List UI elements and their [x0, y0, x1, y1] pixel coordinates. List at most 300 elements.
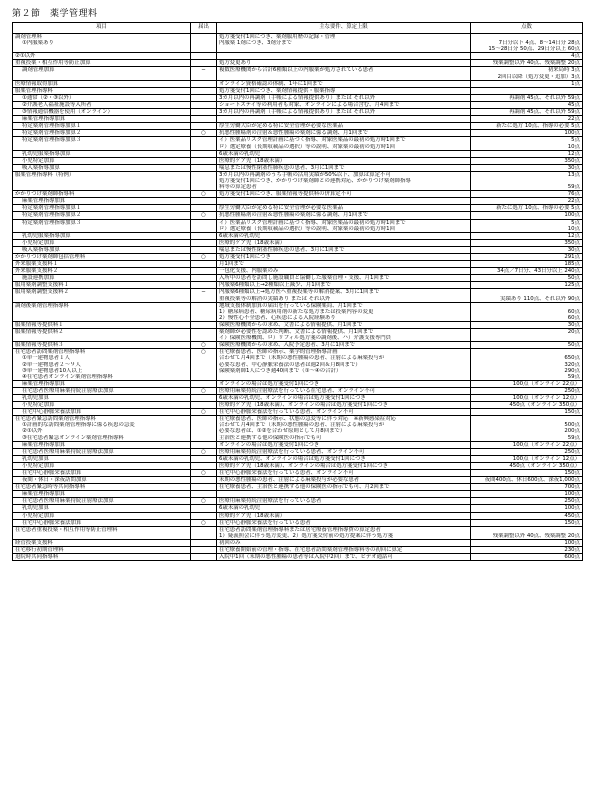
table-row [13, 101, 583, 108]
item-cell [13, 491, 191, 498]
item-cell [13, 498, 191, 505]
points-cell [471, 409, 583, 416]
item-line: 在宅患者訪問薬剤管理指導料 [15, 349, 86, 356]
item-line: 服薬情報等提供料３ [15, 342, 64, 349]
item-line: 乳幼児加算 [22, 394, 49, 401]
requirements-line: 6歳未満の乳幼児 [219, 232, 261, 239]
requirements-line: 処方箋受付1回につき、薬剤情報提供・服薬指導 [219, 87, 336, 94]
notification-cell [191, 455, 217, 462]
notification-mark: − [201, 289, 206, 296]
requirements-line [219, 116, 468, 122]
table-header-row [13, 23, 583, 34]
notification-cell [191, 539, 217, 546]
notification-mark: ○ [201, 470, 206, 476]
points-line: 100点 [564, 539, 580, 546]
requirements-cell [217, 387, 471, 394]
points-cell [471, 416, 583, 441]
table-row [13, 329, 583, 342]
item-cell [13, 254, 191, 261]
item-cell [13, 94, 191, 101]
requirements-line: 処方変更あり [219, 60, 252, 67]
requirements-line: 抗悪性腫瘍剤の注射＆悪性腫瘍の薬剤に係る調剤、月1回まで [219, 212, 368, 219]
requirements-line: 保険薬剤師1人につき週40回まで（①〜④の合計） [219, 367, 342, 374]
item-line: 服薬管理指導料 [15, 87, 53, 94]
table-row [13, 477, 583, 484]
requirements-cell [217, 409, 471, 416]
notification-cell [191, 416, 217, 441]
points-line: 230点 [564, 547, 580, 554]
points-cell [471, 219, 583, 232]
table-row [13, 321, 583, 328]
requirements-line: 必要な患者、中心静脈栄養法の患者は週2回＆月8回まで） [219, 361, 361, 368]
points-cell [471, 387, 583, 394]
item-line: 在宅患者緊急時等共同指導料 [15, 484, 86, 491]
requirements-line: 内服薬 1剤につき、3剤分まで [219, 40, 292, 47]
points-line: 60点 [567, 308, 580, 315]
notification-mark: ○ [201, 212, 206, 219]
item-cell [13, 505, 191, 512]
points-line: 291点 [564, 254, 580, 260]
points-cell [471, 455, 583, 462]
points-cell [471, 554, 583, 561]
table-row [13, 539, 583, 546]
points-cell [471, 484, 583, 491]
requirements-cell [217, 157, 471, 164]
requirements-cell [217, 477, 471, 484]
table-row [13, 402, 583, 409]
points-line: 650点 [564, 355, 580, 362]
table-row [13, 275, 583, 282]
points-line: 350点 [564, 239, 580, 246]
requirements-cell [217, 205, 471, 212]
requirements-cell [217, 191, 471, 198]
points-cell [471, 329, 583, 342]
requirements-line: 3カ月以内の再調剤のうち手帳の活用実績が50%以下、加算は算定不可 [219, 171, 391, 178]
item-line: 重複投薬・相互作用等防止加算 [15, 60, 91, 67]
requirements-line: 処方箋受付1回につき、薬剤服用歴の記録・管理 [219, 34, 336, 40]
requirements-cell [217, 455, 471, 462]
points-line: 30点 [567, 246, 580, 253]
requirements-cell [217, 380, 471, 387]
requirements-line: 在宅患者訪問薬剤管理指導料または居宅療養管理指導費の算定患者 [219, 526, 381, 533]
points-line: 12点 [567, 150, 580, 157]
points-line: 5点 [571, 137, 580, 144]
item-line: 服用薬剤調整支援料２ [15, 289, 69, 296]
notification-mark: ○ [201, 254, 206, 260]
notification-cell [191, 246, 217, 253]
requirements-cell [217, 470, 471, 477]
table-row [13, 123, 583, 130]
points-cell [471, 109, 583, 116]
item-cell [13, 321, 191, 328]
points-cell [471, 526, 583, 539]
header-notification: 届出 [191, 23, 217, 34]
points-line: 450点（オンライン 350点） [509, 462, 580, 469]
requirements-cell [217, 219, 471, 232]
item-line: 調剤管理料 [15, 34, 42, 40]
notification-cell [191, 232, 217, 239]
item-line: ②①以外 [15, 53, 36, 60]
table-row [13, 547, 583, 554]
requirements-cell [217, 198, 471, 205]
requirements-cell [217, 498, 471, 505]
requirements-line: ロ）選定療養（長期収載品の選択）等の説明、対象薬の最初の処方時1回 [219, 225, 395, 232]
requirements-line: 在宅中心静脈栄養法を行っている患者、オンライン不可 [219, 470, 354, 476]
item-cell [13, 289, 191, 302]
item-line: 在宅患者医療用麻薬持続注射療法加算 [22, 387, 114, 394]
item-cell [13, 67, 191, 80]
table-row [13, 116, 583, 123]
points-cell [471, 512, 583, 519]
points-line: 22点 [567, 198, 580, 205]
item-line: ①計画的な訪問薬剤管理指導に係る疾患の急変 [22, 422, 135, 429]
table-row [13, 387, 583, 394]
requirements-cell [217, 94, 471, 101]
notification-cell [191, 219, 217, 232]
item-line: 服薬情報等提供料１ [15, 321, 64, 328]
points-cell [471, 462, 583, 469]
item-cell [13, 198, 191, 205]
requirements-line: 料等の算定患者 [219, 184, 257, 191]
item-cell [13, 130, 191, 137]
item-cell [13, 554, 191, 561]
notification-cell [191, 109, 217, 116]
requirements-cell [217, 416, 471, 441]
requirements-cell [217, 109, 471, 116]
table-row [13, 130, 583, 137]
item-cell [13, 448, 191, 455]
requirements-cell [217, 505, 471, 512]
points-line: 7日分以下 4点、8〜14日分 28点 [498, 40, 580, 47]
item-cell [13, 394, 191, 401]
points-line: 150点 [564, 519, 580, 526]
requirements-line: 末期の悪性腫瘍の患者、注射による麻薬投与が必要な患者 [219, 477, 360, 484]
table-row [13, 394, 583, 401]
notification-cell [191, 80, 217, 87]
item-line: 麻薬管理指導加算 [22, 116, 66, 123]
points-line: 45点 [567, 101, 580, 108]
item-cell [13, 441, 191, 448]
requirements-line: 6歳未満の乳幼児、オンラインの場合は処方箋受付1回につき [219, 455, 366, 462]
item-line: 乳幼児加算 [22, 505, 49, 512]
points-cell [471, 212, 583, 219]
item-cell [13, 342, 191, 349]
item-cell [13, 212, 191, 219]
table-row [13, 268, 583, 275]
item-cell [13, 302, 191, 321]
table-row [13, 232, 583, 239]
notification-mark: − [201, 67, 206, 74]
points-line: 4点 [571, 53, 580, 60]
requirements-line: 在宅中心静脈栄養法を行っている患者、オンライン不可 [219, 409, 354, 416]
table-row [13, 53, 583, 60]
notification-cell [191, 275, 217, 282]
item-line: 小児特定加算 [22, 239, 55, 246]
requirements-line: オンラインの場合は処方箋受付1回につき [219, 380, 320, 387]
item-line: ④在宅患者オンライン薬剤管理指導料 [22, 373, 113, 380]
notification-cell [191, 205, 217, 212]
points-cell [471, 254, 583, 261]
item-cell [13, 261, 191, 268]
requirements-line: 地域支援体制加算の届出を行っている保険薬局、月1回まで [219, 302, 363, 309]
item-line: 調剤管理加算 [22, 67, 55, 74]
requirements-cell [217, 34, 471, 53]
header-requirements: 主な要件、算定上限 [217, 23, 471, 34]
item-line: 小児特定加算 [22, 157, 55, 164]
points-line: 10点 [567, 143, 580, 150]
table-row [13, 554, 583, 561]
item-line: 麻薬管理指導加算 [22, 441, 66, 448]
points-line: 600点 [564, 554, 580, 561]
notification-cell [191, 491, 217, 498]
notification-cell [191, 101, 217, 108]
points-cell [471, 53, 583, 60]
points-cell [471, 205, 583, 212]
requirements-cell [217, 137, 471, 150]
table-row [13, 239, 583, 246]
item-line: ②単一建物患者２〜９人 [22, 361, 81, 368]
requirements-line: 入所中の患者を訪問し施設職員と協働した服薬管理・支援、月1回まで [219, 275, 390, 282]
requirements-line: 抗悪性腫瘍剤の注射＆悪性腫瘍の薬剤に係る調剤、月1回まで [219, 130, 368, 137]
item-line: ①内服薬あり [22, 40, 54, 47]
notification-cell [191, 519, 217, 526]
notification-cell [191, 191, 217, 198]
requirements-cell [217, 441, 471, 448]
requirements-line: 保険医療機関からの求め、文書による情報提供、月1回まで [219, 321, 363, 328]
table-row [13, 191, 583, 198]
table-row [13, 87, 583, 94]
item-cell [13, 387, 191, 394]
notification-mark: ○ [201, 342, 206, 349]
requirements-line: 3カ月以内の再調剤（手帳による情報提供あり）または それ以外 [219, 109, 376, 116]
requirements-cell [217, 254, 471, 261]
points-cell [471, 321, 583, 328]
table-row [13, 512, 583, 519]
requirements-cell [217, 342, 471, 349]
item-cell [13, 137, 191, 150]
item-line: 特定薬剤管理指導加算２ [22, 212, 82, 219]
points-line: 実績あり 110点、それ以外 90点 [500, 295, 580, 302]
item-line: 小児特定加算 [22, 402, 55, 409]
item-line: 乳幼児服薬指導加算 [22, 232, 71, 239]
requirements-line: 医療用麻薬持続注射療法を行っている在宅患者、オンライン不可 [219, 387, 376, 394]
item-cell [13, 268, 191, 275]
points-cell [471, 157, 583, 164]
points-line: 185点 [564, 261, 580, 268]
points-line: 残薬調整以外 40点、残薬調整 20点 [492, 532, 580, 539]
requirements-line: 主治医と連携する他の保険医の指示でも可 [219, 434, 322, 441]
notification-cell [191, 441, 217, 448]
item-line: ③在宅患者緊急オンライン薬剤管理指導料 [22, 434, 124, 441]
notification-cell [191, 512, 217, 519]
table-row [13, 282, 583, 289]
notification-mark: ○ [201, 519, 206, 526]
requirements-line: オンライン資格確認の体制、1年に1回まで [219, 80, 323, 87]
item-line: ③情報通信機器を使用（オンライン） [22, 109, 113, 116]
table-row [13, 109, 583, 116]
points-line: 100点 [564, 130, 580, 137]
notification-mark: ○ [201, 387, 206, 394]
item-line: ②①以外 [22, 428, 43, 435]
points-cell [471, 441, 583, 448]
item-line: 麻薬管理指導加算 [22, 380, 66, 387]
notification-cell [191, 448, 217, 455]
table-row [13, 491, 583, 498]
points-line: 2回目以降（処方変更・追加）3点 [497, 73, 580, 80]
notification-cell [191, 164, 217, 171]
item-cell [13, 512, 191, 519]
table-row [13, 198, 583, 205]
points-line [473, 335, 580, 341]
item-line: 在宅患者緊急訪問薬剤管理指導料 [15, 416, 96, 423]
points-cell [471, 34, 583, 53]
table-row [13, 526, 583, 539]
requirements-line: 6歳未満の乳幼児 [219, 505, 261, 512]
item-cell [13, 219, 191, 232]
item-line: 特定薬剤管理指導加算１ [22, 123, 82, 130]
notification-cell [191, 130, 217, 137]
item-cell [13, 329, 191, 342]
requirements-line: 6歳未満の乳幼児、オンラインの場合は処方箋受付1回につき [219, 394, 366, 401]
requirements-line: 一包化支援、内服薬のみ [219, 268, 279, 275]
notification-cell [191, 53, 217, 60]
requirements-line: イ）医薬品リスク管理計画に基づく指導、対象医薬品の最初の処方時1回まで [219, 219, 406, 226]
requirements-cell [217, 526, 471, 539]
requirements-line: ロ）選定療養（長期収載品の選択）等の説明、対象薬の最初の処方時1回 [219, 143, 395, 150]
points-line: 新たに処方 10点、指導の必要 5点 [496, 205, 580, 212]
item-line: 在宅中心静脈栄養法加算 [22, 409, 82, 416]
requirements-line: 医療用麻薬持続注射療法を行っている患者 [219, 498, 322, 505]
requirements-cell [217, 246, 471, 253]
points-line: 150点 [564, 409, 580, 416]
table-row [13, 219, 583, 232]
points-cell [471, 498, 583, 505]
table-row [13, 462, 583, 469]
item-cell [13, 246, 191, 253]
table-row [13, 212, 583, 219]
item-line: 麻薬管理指導加算 [22, 198, 66, 205]
requirements-line: 在宅療養開始前の管理・指導、在宅患者訪問薬剤管理指導料等の初回に算定 [219, 547, 403, 554]
header-points: 点数 [471, 23, 583, 34]
requirements-cell [217, 101, 471, 108]
item-line: 在宅中心静脈栄養法加算 [22, 519, 82, 526]
points-line: 100点（オンライン 12点） [512, 455, 580, 462]
points-cell [471, 402, 583, 409]
requirements-line: 在宅中心静脈栄養法を行っている患者 [219, 519, 311, 526]
item-line: 吸入薬指導加算 [22, 246, 60, 253]
notification-cell [191, 94, 217, 101]
item-cell [13, 171, 191, 190]
requirements-line: 3カ月以内の再調剤（手帳による情報提供あり）または それ以外 [219, 94, 376, 101]
item-line: 外来服薬支援料２ [15, 268, 59, 275]
points-cell [471, 191, 583, 198]
notification-cell [191, 171, 217, 190]
table-row [13, 150, 583, 157]
item-line: 特定薬剤管理指導加算３ [22, 137, 82, 144]
requirements-line: 処方箋受付1回につき [219, 254, 271, 260]
notification-mark: ○ [201, 448, 206, 455]
table-row [13, 455, 583, 462]
table-row [13, 80, 583, 87]
table-row [13, 498, 583, 505]
item-line: 在宅移行初期管理料 [15, 547, 64, 554]
points-line: 34点／7日分、43日分以上 240点 [496, 268, 580, 275]
notification-mark: ○ [201, 498, 206, 505]
points-cell [471, 246, 583, 253]
points-cell [471, 547, 583, 554]
points-cell [471, 261, 583, 268]
requirements-cell [217, 547, 471, 554]
requirements-cell [217, 302, 471, 321]
points-cell [471, 539, 583, 546]
points-line: 100点 [564, 491, 580, 498]
notification-cell [191, 387, 217, 394]
points-line: 20点 [567, 329, 580, 336]
notification-cell [191, 282, 217, 289]
points-cell [471, 232, 583, 239]
item-line: 小児特定加算 [22, 512, 55, 519]
points-line: 10点 [567, 225, 580, 232]
table-row [13, 261, 583, 268]
notification-cell [191, 505, 217, 512]
notification-cell [191, 212, 217, 219]
notification-cell [191, 526, 217, 539]
notification-mark: ○ [201, 191, 206, 198]
requirements-line: オンラインの場合は処方箋受付1回につき [219, 441, 320, 448]
points-line: 290点 [564, 367, 580, 374]
points-line: 450点（オンライン 350点） [509, 402, 580, 409]
item-line: 特定薬剤管理指導加算２ [22, 130, 82, 137]
notification-cell [191, 289, 217, 302]
points-cell [471, 130, 583, 137]
notification-cell [191, 547, 217, 554]
notification-mark: ○ [201, 130, 206, 137]
requirements-cell [217, 349, 471, 380]
points-cell [471, 239, 583, 246]
requirements-cell [217, 123, 471, 130]
item-line: 服用薬剤調整支援料１ [15, 282, 69, 289]
item-cell [13, 484, 191, 491]
notification-cell [191, 34, 217, 53]
points-line: 59点 [567, 373, 580, 380]
requirements-line: 医療的ケア児（18歳未満）、オンラインの場合は処方箋受付1回につき [219, 462, 389, 469]
points-cell [471, 519, 583, 526]
item-line: 乳幼児加算 [22, 455, 49, 462]
notification-cell [191, 402, 217, 409]
item-line: 特定薬剤管理指導加算１ [22, 205, 82, 212]
points-line: 新たに処方 10点、指導の必要 5点 [496, 123, 580, 130]
requirements-cell [217, 484, 471, 491]
requirements-cell [217, 554, 471, 561]
requirements-cell [217, 87, 471, 94]
table-row [13, 67, 583, 80]
requirements-cell [217, 402, 471, 409]
points-line: 15〜28日分 50点、29日分以上 60点 [488, 46, 580, 53]
points-line: 1点 [571, 80, 580, 87]
table-row [13, 519, 583, 526]
notification-cell [191, 87, 217, 94]
points-line: 100点（オンライン 22点） [512, 380, 580, 387]
item-cell [13, 519, 191, 526]
item-cell [13, 205, 191, 212]
table-row [13, 484, 583, 491]
table-row [13, 470, 583, 477]
points-cell [471, 477, 583, 484]
requirements-cell [217, 519, 471, 526]
requirements-line [219, 198, 468, 204]
requirements-line: 合わせて月4回まで（末期の悪性腫瘍の患者、注射による麻薬投与が [219, 422, 385, 429]
item-cell [13, 157, 191, 164]
